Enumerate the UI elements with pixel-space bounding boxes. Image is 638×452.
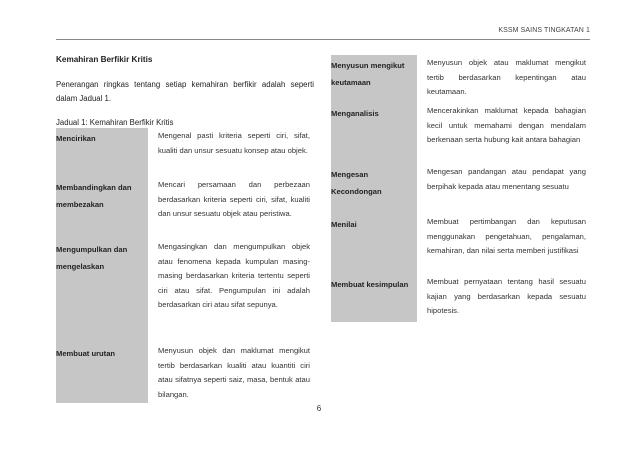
header-divider: [56, 39, 590, 40]
table-row: [331, 214, 590, 274]
left-column: [56, 55, 314, 403]
table-row: [331, 274, 590, 322]
intro-paragraph: Penerangan ringkas tentang setiap kemahiran berfikir adalah seperti dalam Jadual 1.: [56, 80, 314, 103]
table-row: [56, 343, 314, 403]
skill-term: Menilai: [331, 214, 417, 274]
skill-description: Mengenal pasti kriteria seperti ciri, sifat, kualiti dan unsur sesuatu konsep atau objek.: [158, 131, 310, 155]
skill-description: Mengesan pandangan atau pendapat yang berpihak kepada atau menentang sesuatu: [427, 167, 586, 191]
skill-description: Mencari persamaan dan perbezaan berdasarkan kriteria seperti ciri, sifat, kualiti dan unsur sesuatu objek atau peristiwa.: [158, 180, 310, 218]
skill-term: Membuat kesimpulan: [331, 274, 417, 322]
table-row: [331, 103, 590, 164]
skill-term: Mencirikan: [56, 128, 148, 177]
page-number: 6: [316, 404, 322, 413]
skills-table-left: [56, 128, 314, 403]
table-row: [56, 177, 314, 239]
skill-term: Membuat urutan: [56, 343, 148, 403]
skill-term: Menganalisis: [331, 103, 417, 164]
skills-table-right: [331, 55, 590, 322]
skill-description: Mengasingkan dan mengumpulkan objek atau fenomena kepada kumpulan masing-masing berdasarkan kriteria tertentu seperti ciri atau sifat. Pengumpulan ini adalah berdasarkan ciri atau sifat sepunya.: [158, 242, 310, 309]
skill-description: Membuat pernyataan tentang hasil sesuatu kajian yang berdasarkan kepada sesuatu hipotesis.: [427, 277, 586, 315]
table-caption: Jadual 1: Kemahiran Berfikir Kritis: [56, 118, 174, 127]
skill-term: Mengesan Kecondongan: [331, 164, 417, 214]
skill-description: Membuat pertimbangan dan keputusan menggunakan pengetahuan, pengalaman, kemahiran, dan nilai serta memberi justifikasi: [427, 217, 586, 255]
skill-term: Membandingkan dan membezakan: [56, 177, 148, 239]
section-title: Kemahiran Berfikir Kritis: [56, 55, 153, 64]
skill-description: Mencerakinkan maklumat kepada bahagian kecil untuk memahami dengan mendalam berkenaan serta hubung kait antara bahagian: [427, 106, 586, 144]
skill-term: Mengumpulkan dan mengelaskan: [56, 239, 148, 343]
table-row: [331, 55, 590, 103]
skill-description: Menyusun objek atau maklumat mengikut tertib berdasarkan kepentingan atau keutamaan.: [427, 58, 586, 96]
right-column: [331, 55, 590, 322]
table-row: [56, 239, 314, 343]
skill-term: Menyusun mengikut keutamaan: [331, 55, 417, 103]
running-header: KSSM SAINS TINGKATAN 1: [498, 27, 590, 34]
skill-description: Menyusun objek dan maklumat mengikut tertib berdasarkan kualiti atau kuantiti ciri atau sifatnya seperti saiz, masa, bentuk atau bilangan.: [158, 346, 310, 399]
table-row: [331, 164, 590, 214]
table-row: [56, 128, 314, 177]
